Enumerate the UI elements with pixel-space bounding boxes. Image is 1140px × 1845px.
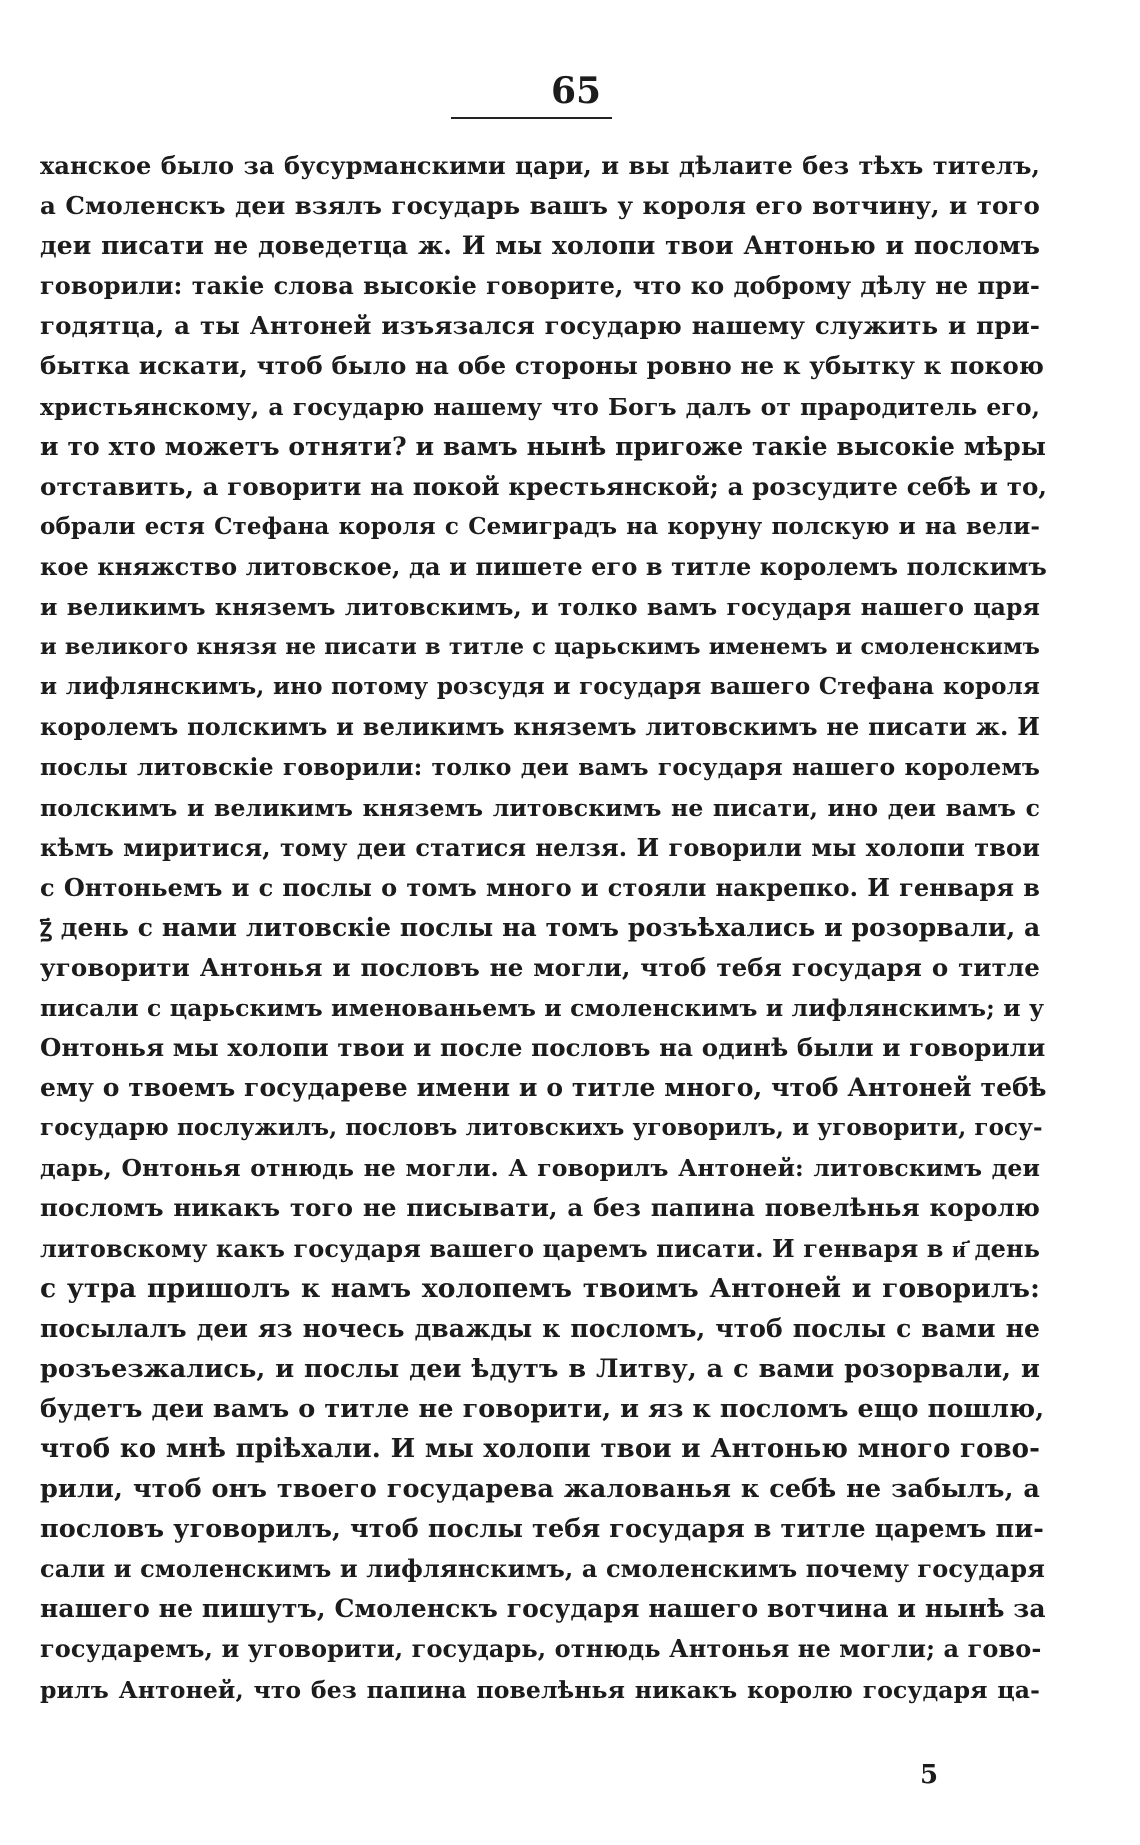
- text-line: нашего не пишутъ, Смоленскъ государя нашего вотчина и нынѣ за: [40, 1594, 1046, 1624]
- text-line: королемъ полскимъ и великимъ княземъ литовскимъ не писати ж. И: [40, 712, 1040, 742]
- text-line: ханское было за бусурманскими цари, и вы дѣлаите без тѣхъ тителъ,: [40, 151, 1040, 180]
- text-line: и лифлянскимъ, ино потому розсудя и государя вашего Стефана короля: [40, 673, 1040, 701]
- text-line: розъезжались, и послы деи ѣдутъ в Литву, а с вами розорвали, и: [40, 1353, 1040, 1384]
- text-line: кое княжство литовское, да и пишете его в титле королемъ полскимъ: [40, 551, 1047, 581]
- text-line: государю послужилъ, пословъ литовскихъ уговорилъ, и уговорити, госу-: [40, 1114, 1043, 1142]
- text-line: ꙁ҃ день с нами литовскіе послы на томъ розъѣхались и розорвали, а: [40, 912, 1041, 942]
- text-line: посломъ никакъ того не писывати, а без папина повелѣнья королю: [40, 1193, 1040, 1223]
- text-line: годятца, а ты Антоней изъязался государю нашему служить и при-: [40, 311, 1040, 341]
- text-line: деи писати не доведетца ж. И мы холопи твои Антонью и посломъ: [40, 231, 1040, 261]
- text-line: послы литовскіе говорили: толко деи вамъ государя нашего королемъ: [40, 753, 1040, 782]
- body-text: [40, 146, 1048, 1710]
- text-line: посылалъ деи яз ночесь дважды к посломъ, чтоб послы с вами не: [40, 1313, 1040, 1343]
- text-line: кѣмъ миритися, тому деи статися нелзя. И говорили мы холопи твои: [40, 832, 1040, 862]
- text-line: литовскому какъ государя вашего царемъ писати. И генваря в и҃ день: [40, 1233, 1040, 1263]
- text-line: сали и смоленскимъ и лифлянскимъ, а смоленскимъ почему государя: [40, 1554, 1045, 1584]
- text-line: говорили: такіе слова высокіе говорите, что ко доброму дѣлу не при-: [40, 271, 1040, 301]
- page-number: 65: [550, 70, 602, 112]
- signature-mark: 5: [920, 1760, 939, 1790]
- text-line: чтоб ко мнѣ пріѣхали. И мы холопи твои и Антонью много гово-: [40, 1434, 1040, 1464]
- text-line: дарь, Онтонья отнюдь не могли. А говорилъ Антоней: литовскимъ деи: [40, 1154, 1040, 1183]
- text-line: и великимъ княземъ литовскимъ, и толко вамъ государя нашего царя: [40, 593, 1040, 622]
- text-line: обрали естя Стефана короля с Семиградъ на коруну полскую и на вели-: [40, 512, 1040, 540]
- text-line: Онтонья мы холопи твои и после пословъ на одинѣ были и говорили: [40, 1033, 1046, 1063]
- text-line: ему о твоемъ государеве имени и о титле много, чтоб Антоней тебѣ: [40, 1073, 1047, 1103]
- page-number-rule: [451, 117, 612, 119]
- text-line: полскимъ и великимъ княземъ литовскимъ не писати, ино деи вамъ с: [40, 793, 1040, 822]
- text-line: и то хто можетъ отняти? и вамъ нынѣ пригоже такіе высокіе мѣры: [40, 431, 1047, 461]
- text-line: а Смоленскъ деи взялъ государь вашъ у короля его вотчину, и того: [40, 191, 1040, 221]
- text-line: рилъ Антоней, что без папина повелѣнья никакъ королю государя ца-: [40, 1675, 1040, 1704]
- text-line: бытка искати, чтоб было на обе стороны ровно не к убытку к покою: [40, 351, 1044, 381]
- text-line: уговорити Антонья и пословъ не могли, чтоб тебя государя о титле: [40, 952, 1040, 982]
- text-line: с утра пришолъ к намъ холопемъ твоимъ Антоней и говорилъ:: [40, 1272, 1040, 1304]
- text-line: с Онтоньемъ и с послы о томъ много и стояли накрепко. И генваря в: [40, 872, 1040, 902]
- text-line: будетъ деи вамъ о титле не говорити, и яз к посломъ ещо пошлю,: [40, 1393, 1045, 1424]
- text-line: государемъ, и уговорити, государь, отнюдь Антонья не могли; а гово-: [40, 1634, 1042, 1664]
- text-line: пословъ уговорилъ, чтоб послы тебя государя в титле царемъ пи-: [40, 1514, 1044, 1545]
- text-line: христьянскому, а государю нашему что Богъ далъ от прародитель его,: [40, 392, 1040, 421]
- text-line: рили, чтоб онъ твоего государева жалованья к себѣ не забылъ, а: [40, 1474, 1040, 1505]
- text-line: писали с царьскимъ именованьемъ и смоленскимъ и лифлянскимъ; и у: [40, 993, 1045, 1022]
- text-line: отставить, а говорити на покой крестьянской; а розсудите себѣ и то,: [40, 471, 1048, 501]
- text-line: и великого князя не писати в титле с царьскимъ именемъ и смоленскимъ: [40, 634, 1040, 661]
